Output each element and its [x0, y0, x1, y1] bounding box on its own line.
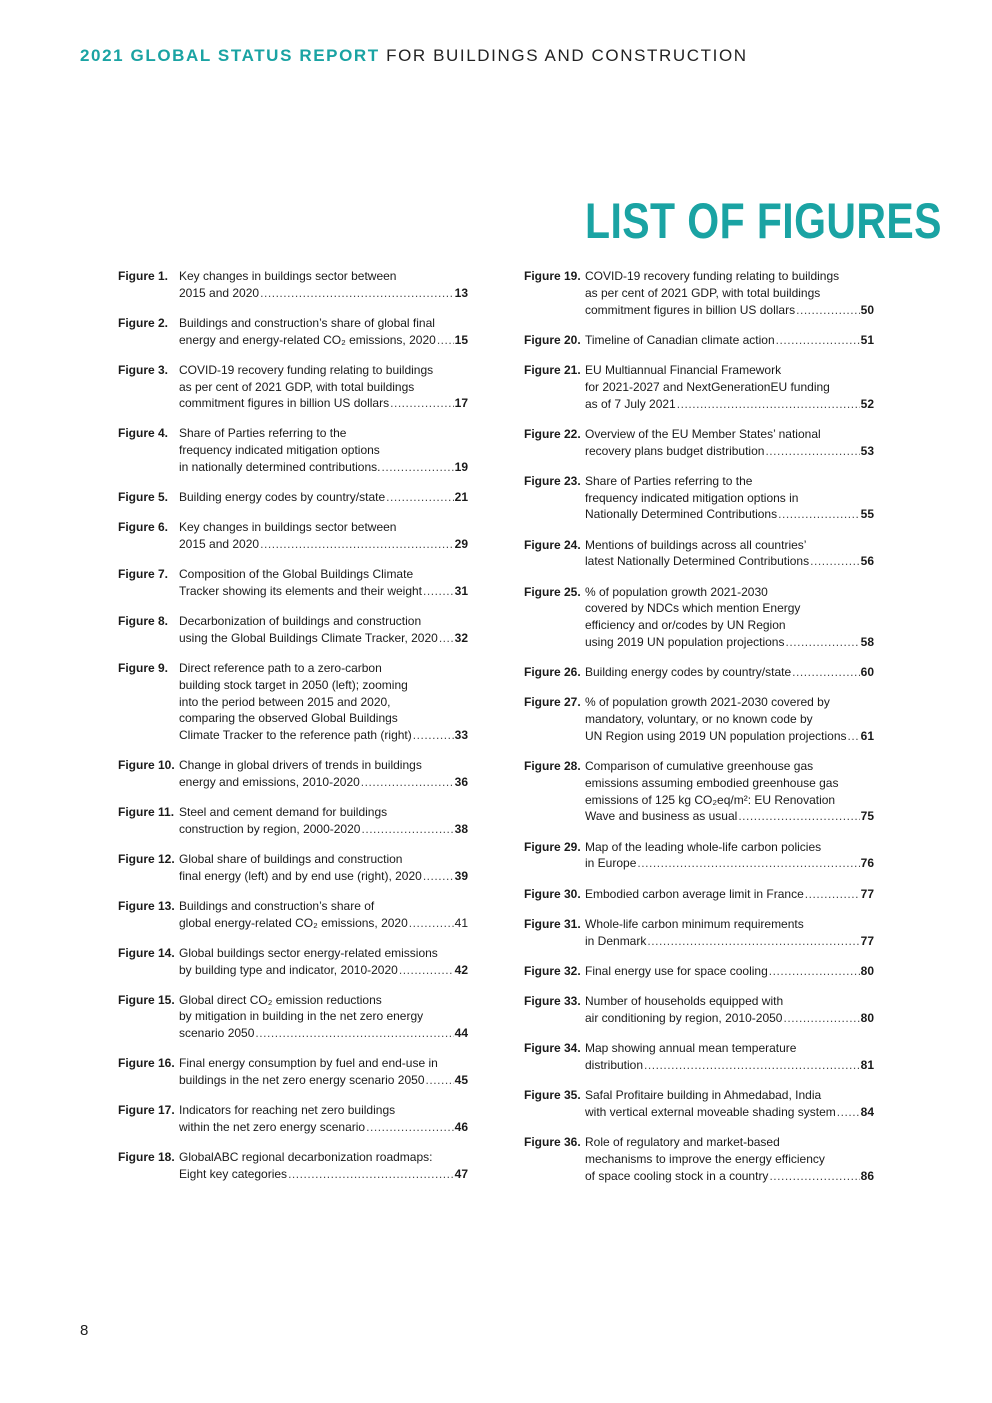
figure-label: Figure 33.	[524, 993, 581, 1008]
figure-title-line: for 2021-2027 and NextGenerationEU funding	[585, 379, 830, 394]
page-number: 8	[80, 1322, 89, 1339]
figure-title-line: mechanisms to improve the energy efficiency	[585, 1151, 825, 1166]
figure-title	[179, 566, 468, 600]
figure-title-line: Building energy codes by country/state	[585, 665, 792, 680]
page-ref: 32	[454, 630, 468, 645]
figure-title-line: 2015 and 2020	[179, 285, 260, 300]
figure-label: Figure 7.	[118, 567, 169, 582]
figure-entry[interactable]	[118, 519, 468, 553]
figure-title-line: global energy-related CO₂ emissions, 2020	[179, 915, 408, 930]
figure-title-line: COVID-19 recovery funding relating to buildings	[179, 362, 434, 377]
figure-title-line: % of population growth 2021-2030	[585, 584, 768, 599]
figure-title	[179, 757, 468, 791]
figure-title	[179, 1055, 468, 1089]
figure-entry[interactable]	[118, 315, 468, 349]
figure-title-line: Final energy use for space cooling	[585, 963, 768, 978]
figure-entry[interactable]	[524, 537, 874, 571]
figure-title-line: using the Global Buildings Climate Tracker, 2020	[179, 630, 438, 645]
figure-title	[585, 963, 874, 980]
dot-leader	[677, 396, 860, 413]
figure-title-line: 2015 and 2020	[179, 537, 260, 552]
figure-title-line: with vertical external moveable shading system	[585, 1104, 836, 1119]
figure-entry[interactable]	[524, 268, 874, 318]
figure-title-line: EU Multiannual Financial Framework	[585, 362, 782, 377]
dot-leader	[796, 302, 860, 319]
dot-leader	[848, 728, 860, 745]
figure-label: Figure 20.	[524, 332, 581, 347]
dot-leader	[366, 1119, 454, 1136]
figure-label: Figure 14.	[118, 945, 175, 960]
dot-leader	[361, 774, 454, 791]
page-ref: 41	[454, 915, 468, 930]
page-ref: 61	[860, 728, 874, 743]
figure-title-line: using 2019 UN population projections	[585, 634, 785, 649]
dot-leader	[765, 443, 859, 460]
page-ref: 47	[454, 1166, 468, 1181]
page-ref: 19	[454, 460, 468, 475]
figure-label: Figure 10.	[118, 758, 175, 773]
figure-title	[585, 1040, 874, 1074]
figure-label: Figure 23.	[524, 473, 581, 488]
figure-title	[179, 945, 468, 979]
figure-title-line: % of population growth 2021-2030 covered by	[585, 695, 830, 710]
page-ref: 29	[454, 537, 468, 552]
figure-title-line: Number of households equipped with	[585, 993, 784, 1008]
figure-title	[585, 332, 874, 349]
figure-entry[interactable]	[118, 757, 468, 791]
figure-label: Figure 32.	[524, 963, 581, 978]
page-ref: 60	[860, 665, 874, 680]
figure-title-line: Map showing annual mean temperature	[585, 1040, 797, 1055]
figure-entry[interactable]	[118, 851, 468, 885]
figure-title-line: air conditioning by region, 2010-2050	[585, 1010, 783, 1025]
figure-title	[179, 1102, 468, 1136]
figure-title-line: construction by region, 2000-2020	[179, 821, 361, 836]
figure-label: Figure 34.	[524, 1040, 581, 1055]
figure-entry[interactable]	[118, 1102, 468, 1136]
figure-title-line: Building energy codes by country/state	[179, 490, 386, 505]
page-ref: 56	[860, 554, 874, 569]
figure-title	[179, 992, 468, 1042]
figure-title-line: mandatory, voluntary, or no known code by	[585, 712, 813, 727]
page-ref: 77	[860, 886, 874, 901]
figure-title-line: comparing the observed Global Buildings	[179, 711, 398, 726]
dot-leader	[361, 821, 453, 838]
figure-title-line: frequency indicated mitigation options in	[585, 490, 799, 505]
figure-title-line: Climate Tracker to the reference path (right)	[179, 728, 412, 743]
figure-title-line: commitment figures in billion US dollars	[179, 396, 390, 411]
figure-entry[interactable]	[524, 839, 874, 873]
figure-title	[585, 1134, 874, 1184]
figure-title-line: Overview of the EU Member States’ national	[585, 426, 821, 441]
figure-title	[585, 758, 874, 825]
page-ref: 52	[860, 396, 874, 411]
figure-title-line: Global buildings sector energy-related emissions	[179, 945, 438, 960]
figure-entry[interactable]	[118, 268, 468, 302]
figure-entry[interactable]	[524, 1134, 874, 1184]
figure-title-line: Mentions of buildings across all countries’	[585, 537, 807, 552]
figure-title	[179, 519, 468, 553]
page-ref: 75	[860, 809, 874, 824]
dot-leader	[785, 634, 859, 651]
figure-label: Figure 3.	[118, 362, 169, 377]
figure-title	[585, 473, 874, 523]
figure-title-line: commitment figures in billion US dollars	[585, 302, 796, 317]
figure-label: Figure 15.	[118, 992, 175, 1007]
figure-title-line: in Europe	[585, 856, 637, 871]
figure-title-line: UN Region using 2019 UN population projections	[585, 728, 847, 743]
figure-title-line: Tracker showing its elements and their weight	[179, 583, 422, 598]
dot-leader	[439, 630, 454, 647]
figure-label: Figure 30.	[524, 886, 581, 901]
figure-label: Figure 31.	[524, 916, 581, 931]
figure-title-line: GlobalABC regional decarbonization roadmaps:	[179, 1150, 433, 1165]
figure-title-line: Steel and cement demand for buildings	[179, 805, 388, 820]
dot-leader	[260, 536, 454, 553]
figure-title-line: by mitigation in building in the net zero energy	[179, 1009, 424, 1024]
page-ref: 80	[860, 963, 874, 978]
dot-leader	[644, 1057, 860, 1074]
figure-title-line: Change in global drivers of trends in buildings	[179, 758, 422, 773]
figure-label: Figure 1.	[118, 269, 169, 283]
dot-leader	[413, 727, 454, 744]
page-ref: 80	[860, 1010, 874, 1025]
figure-label: Figure 21.	[524, 362, 581, 377]
figure-entry[interactable]	[524, 1087, 874, 1121]
dot-leader	[288, 1166, 454, 1183]
figure-entry[interactable]	[118, 425, 468, 475]
figure-title-line: Final energy consumption by fuel and end-use in	[179, 1056, 438, 1071]
figure-title-line: buildings in the net zero energy scenario 2050	[179, 1073, 425, 1088]
figure-title-line: frequency indicated mitigation options	[179, 443, 380, 458]
figure-entry[interactable]	[524, 694, 874, 744]
page-ref: 38	[454, 821, 468, 836]
figure-title-line: Whole-life carbon minimum requirements	[585, 916, 804, 931]
page-ref: 44	[454, 1026, 468, 1041]
dot-leader	[783, 1010, 859, 1027]
figure-title	[179, 851, 468, 885]
figure-title	[585, 664, 874, 681]
figure-label: Figure 6.	[118, 520, 169, 535]
figure-title-line: Embodied carbon average limit in France	[585, 886, 804, 901]
figure-title	[179, 362, 468, 412]
figure-title-line: final energy (left) and by end use (right), 2020	[179, 868, 422, 883]
figure-entry[interactable]	[118, 992, 468, 1042]
figure-entry[interactable]	[118, 1149, 468, 1183]
page-ref: 42	[454, 962, 468, 977]
dot-leader	[386, 489, 454, 506]
figures-column-right	[524, 268, 874, 1184]
figure-entry[interactable]	[524, 916, 874, 950]
figure-title-line: recovery plans budget distribution	[585, 443, 765, 458]
figure-title	[179, 804, 468, 838]
figure-label: Figure 4.	[118, 426, 169, 441]
figure-title-line: Composition of the Global Buildings Climate	[179, 567, 414, 582]
page-ref: 17	[454, 396, 468, 411]
figure-entry[interactable]	[118, 1055, 468, 1089]
figure-label: Figure 19.	[524, 269, 581, 283]
figure-title	[179, 425, 468, 475]
figure-title	[179, 660, 468, 744]
figure-label: Figure 2.	[118, 315, 169, 330]
dot-leader	[647, 933, 859, 950]
figure-title-line: Nationally Determined Contributions	[585, 507, 778, 522]
dot-leader	[409, 915, 454, 932]
figure-entry[interactable]	[118, 660, 468, 744]
figure-title-line: in nationally determined contributions.	[179, 460, 381, 475]
figure-entry[interactable]	[524, 426, 874, 460]
figure-title-line: energy and emissions, 2010-2020	[179, 775, 360, 789]
figure-entry[interactable]	[524, 362, 874, 412]
page-ref: 36	[454, 775, 468, 789]
figure-title-line: Key changes in buildings sector between	[179, 269, 397, 283]
figure-label: Figure 24.	[524, 537, 581, 552]
dot-leader	[805, 886, 860, 903]
figure-title	[179, 268, 468, 302]
figure-title-line: as per cent of 2021 GDP, with total buildings	[585, 285, 821, 300]
figure-label: Figure 8.	[118, 614, 169, 629]
figure-label: Figure 16.	[118, 1056, 175, 1071]
figure-title-line: Eight key categories	[179, 1166, 288, 1181]
dot-leader	[399, 962, 454, 979]
running-header	[80, 46, 748, 66]
figure-title-line: Share of Parties referring to the	[585, 473, 753, 488]
dot-leader	[738, 808, 859, 825]
figure-entry[interactable]	[118, 945, 468, 979]
dot-leader	[778, 506, 860, 523]
page-ref: 51	[860, 332, 874, 347]
figure-title-line: Key changes in buildings sector between	[179, 520, 397, 535]
figure-entry[interactable]	[524, 758, 874, 825]
figure-label: Figure 35.	[524, 1087, 581, 1102]
figure-entry[interactable]	[118, 898, 468, 932]
figure-title	[585, 584, 874, 651]
page-ref: 15	[454, 332, 468, 347]
figure-label: Figure 26.	[524, 665, 581, 680]
figure-title	[585, 268, 874, 318]
figure-title-line: Buildings and construction’s share of global final	[179, 315, 435, 330]
figure-title-line: Safal Profitaire building in Ahmedabad, India	[585, 1087, 822, 1102]
figure-title-line: Map of the leading whole-life carbon policies	[585, 839, 822, 854]
figure-title	[585, 1087, 874, 1121]
page-ref: 46	[454, 1120, 468, 1135]
dot-leader	[837, 1104, 860, 1121]
page-ref: 13	[454, 285, 468, 300]
figure-title-line: as of 7 July 2021	[585, 396, 676, 411]
dot-leader	[769, 1168, 859, 1185]
figure-title-line: Wave and business as usual	[585, 809, 738, 824]
report-subtitle: FOR BUILDINGS AND CONSTRUCTION	[386, 46, 748, 65]
figure-title-line: energy and energy-related CO₂ emissions, 2020	[179, 332, 436, 347]
figure-label: Figure 27.	[524, 695, 581, 710]
figure-title-line: latest Nationally Determined Contributions	[585, 554, 810, 569]
figure-title	[179, 315, 468, 349]
figure-title	[585, 362, 874, 412]
figure-label: Figure 22.	[524, 426, 581, 441]
dot-leader	[437, 332, 454, 349]
figure-title	[585, 426, 874, 460]
dot-leader	[769, 963, 860, 980]
report-title: 2021 GLOBAL STATUS REPORT	[80, 46, 380, 65]
figure-title-line: within the net zero energy scenario	[179, 1120, 366, 1135]
figure-entry[interactable]	[524, 963, 874, 980]
figure-label: Figure 28.	[524, 759, 581, 774]
page-ref: 86	[860, 1168, 874, 1183]
figure-title-line: distribution	[585, 1057, 644, 1072]
figure-label: Figure 17.	[118, 1103, 175, 1118]
page-ref: 21	[454, 490, 468, 505]
figure-entry[interactable]	[524, 993, 874, 1027]
dot-leader	[390, 395, 454, 412]
dot-leader	[792, 664, 860, 681]
figure-title	[585, 916, 874, 950]
figure-label: Figure 9.	[118, 660, 169, 675]
figure-title-line: Global direct CO₂ emission reductions	[179, 992, 382, 1007]
page-ref: 81	[860, 1057, 874, 1072]
figure-entry[interactable]	[524, 886, 874, 903]
figure-title-line: building stock target in 2050 (left); zooming	[179, 677, 408, 692]
figure-entry[interactable]	[524, 473, 874, 523]
figure-title-line: covered by NDCs which mention Energy	[585, 601, 801, 616]
page-ref: 39	[454, 868, 468, 883]
figure-title-line: of space cooling stock in a country	[585, 1168, 769, 1183]
dot-leader	[423, 868, 454, 885]
figure-entry[interactable]	[118, 489, 468, 506]
figure-title	[585, 839, 874, 873]
figure-title-line: efficiency and or/codes by UN Region	[585, 618, 786, 633]
page-ref: 50	[860, 302, 874, 317]
figure-entry[interactable]	[118, 362, 468, 412]
figures-column-left	[118, 268, 468, 1183]
figure-label: Figure 11.	[118, 805, 175, 820]
figure-title-line: Role of regulatory and market-based	[585, 1134, 780, 1149]
dot-leader	[255, 1025, 453, 1042]
page-title: LIST OF FIGURES	[585, 193, 942, 249]
figure-title-line: Buildings and construction’s share of	[179, 898, 375, 913]
figure-entry[interactable]	[524, 584, 874, 651]
figure-title	[585, 886, 874, 903]
figure-label: Figure 25.	[524, 584, 581, 599]
figure-title-line: Timeline of Canadian climate action	[585, 332, 775, 347]
figure-title	[179, 898, 468, 932]
figure-label: Figure 13.	[118, 898, 175, 913]
figure-label: Figure 36.	[524, 1134, 581, 1149]
figure-title	[585, 537, 874, 571]
figure-title	[585, 694, 874, 744]
figure-title-line: by building type and indicator, 2010-2020	[179, 962, 398, 977]
figure-label: Figure 29.	[524, 839, 581, 854]
page-ref: 84	[860, 1104, 874, 1119]
figure-title-line: Direct reference path to a zero-carbon	[179, 660, 382, 675]
dot-leader	[423, 583, 454, 600]
dot-leader	[637, 855, 859, 872]
figure-entry[interactable]	[524, 1040, 874, 1074]
dot-leader	[260, 285, 454, 302]
page-ref: 33	[454, 728, 468, 743]
figure-label: Figure 18.	[118, 1150, 175, 1165]
figure-entry[interactable]	[524, 332, 874, 349]
page-ref: 45	[454, 1073, 468, 1088]
dot-leader	[810, 553, 860, 570]
figure-title-line: Share of Parties referring to the	[179, 426, 347, 441]
page-ref: 77	[860, 933, 874, 948]
figure-entry[interactable]	[118, 804, 468, 838]
figure-entry[interactable]	[524, 664, 874, 681]
dot-leader	[381, 459, 453, 476]
page-ref: 53	[860, 443, 874, 458]
page-ref: 76	[860, 856, 874, 871]
figure-label: Figure 5.	[118, 490, 169, 505]
dot-leader	[776, 332, 860, 349]
figure-title-line: Decarbonization of buildings and construction	[179, 614, 422, 629]
figure-title	[179, 1149, 468, 1183]
figure-label: Figure 12.	[118, 851, 175, 866]
figure-title	[179, 613, 468, 647]
figure-entry[interactable]	[118, 613, 468, 647]
figure-title-line: Global share of buildings and construction	[179, 851, 403, 866]
figure-title-line: scenario 2050	[179, 1026, 255, 1041]
figure-title	[179, 489, 468, 506]
page-ref: 58	[860, 634, 874, 649]
page-ref: 31	[454, 583, 468, 598]
page-ref: 55	[860, 507, 874, 522]
figure-title-line: in Denmark	[585, 933, 647, 948]
figure-title-line: emissions of 125 kg CO₂eq/m²: EU Renovation	[585, 792, 836, 807]
dot-leader	[426, 1072, 454, 1089]
figure-title-line: COVID-19 recovery funding relating to buildings	[585, 269, 840, 283]
figure-title-line: into the period between 2015 and 2020,	[179, 694, 391, 709]
figure-title-line: Comparison of cumulative greenhouse gas	[585, 759, 814, 774]
figure-title-line: as per cent of 2021 GDP, with total buildings	[179, 379, 415, 394]
figure-title-line: Indicators for reaching net zero buildings	[179, 1103, 396, 1118]
figure-title-line: emissions assuming embodied greenhouse gas	[585, 775, 839, 790]
figure-title	[585, 993, 874, 1027]
figure-entry[interactable]	[118, 566, 468, 600]
